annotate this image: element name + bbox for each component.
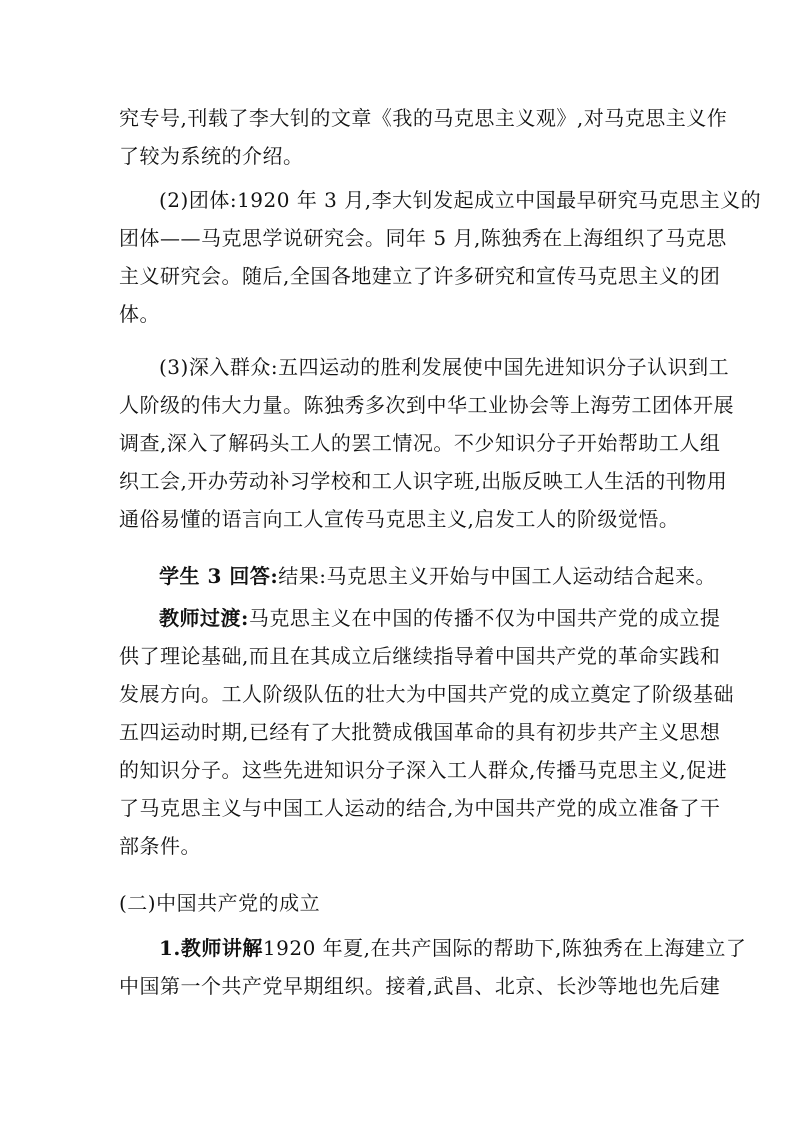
student-answer-text: 结果:马克思主义开始与中国工人运动结合起来。: [278, 564, 716, 588]
text-line: 调查,深入了解码头工人的罢工情况。不少知识分子开始帮助工人组: [119, 431, 721, 455]
text-line: 体。: [119, 302, 160, 326]
text-line: 团体——马克思学说研究会。同年 5 月,陈独秀在上海组织了马克思: [119, 226, 727, 250]
text-line: 了马克思主义与中国工人运动的结合,为中国共产党的成立准备了干: [119, 796, 721, 820]
text-line: 五四运动时期,已经有了大批赞成俄国革命的具有初步共产主义思想: [119, 720, 721, 744]
text-line: [119, 557, 716, 595]
text-line: 了较为系统的介绍。: [119, 144, 304, 168]
section-heading: (二)中国共产党的成立: [119, 891, 321, 915]
paragraph-6: [119, 929, 747, 1005]
text-line: 通俗易懂的语言向工人宣传马克思主义,启发工人的阶级觉悟。: [119, 507, 680, 531]
teacher-transition-text: 马克思主义在中国的传播不仅为中国共产党的成立提: [248, 606, 721, 630]
text-line: (2)团体:1920 年 3 月,李大钊发起成立中国最早研究马克思主义的: [159, 188, 762, 212]
text-line: [119, 929, 747, 967]
text-line: 的知识分子。这些先进知识分子深入工人群众,传播马克思主义,促进: [119, 758, 728, 782]
text-line: 织工会,开办劳动补习学校和工人识字班,出版反映工人生活的刊物用: [119, 469, 728, 493]
text-line: (3)深入群众:五四运动的胜利发展使中国先进知识分子认识到工: [159, 355, 730, 379]
text-line: 中国第一个共产党早期组织。接着,武昌、北京、长沙等地也先后建: [119, 974, 721, 998]
paragraph-4: [119, 557, 716, 595]
text-line: 发展方向。工人阶级队伍的壮大为中国共产党的成立奠定了阶级基础: [119, 682, 734, 706]
teacher-lecture-text: 1920 年夏,在共产国际的帮助下,陈独秀在上海建立了: [262, 936, 747, 960]
student-answer-label: 学生 3 回答:: [159, 564, 279, 588]
text-line: [119, 599, 721, 637]
paragraph-2: [119, 181, 762, 333]
text-line: 主义研究会。随后,全国各地建立了许多研究和宣传马克思主义的团: [119, 264, 721, 288]
paragraph-5: [119, 599, 734, 865]
paragraph-3: [119, 348, 734, 538]
text-line: 究专号,刊载了李大钊的文章《我的马克思主义观》,对马克思主义作: [119, 106, 728, 130]
text-line: 部条件。: [119, 834, 201, 858]
text-line: 供了理论基础,而且在其成立后继续指导着中国共产党的革命实践和: [119, 644, 721, 668]
paragraph-1: [119, 99, 728, 175]
teacher-transition-label: 教师过渡:: [159, 606, 249, 630]
text-line: 人阶级的伟大力量。陈独秀多次到中华工业协会等上海劳工团体开展: [119, 393, 734, 417]
teacher-lecture-label: 1.教师讲解: [159, 936, 263, 960]
